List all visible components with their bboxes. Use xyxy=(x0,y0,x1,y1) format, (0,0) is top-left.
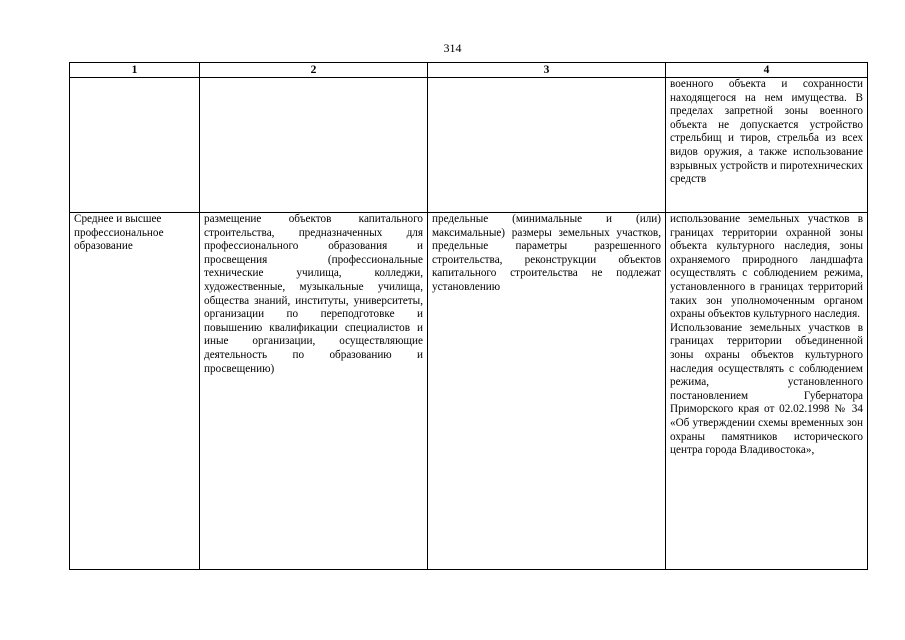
regulations-table xyxy=(69,62,868,570)
column-header-1: 1 xyxy=(70,63,200,78)
table-row xyxy=(70,213,868,570)
column-header-2: 2 xyxy=(200,63,428,78)
table-header-row xyxy=(70,63,868,78)
table-cell-restrictions xyxy=(666,213,868,570)
table-cell-parameters: предельные (минимальные и (или) максимальные) размеры земельных участков, предельные параметры разрешенного строительства, реконструкции объектов капитального строительства не подлежат установлению xyxy=(428,213,666,570)
table-row xyxy=(70,78,868,213)
restriction-paragraph-1: использование земельных участков в границах территории охранной зоны объекта культурного наследия, зоны охраняемого природного ландшафта осуществлять с соблюдением режима, установленного в границах территорий таких зон уполномоченным органом охраны объектов культурного наследия. xyxy=(670,213,863,321)
table-cell-col4: военного объекта и сохранности находящегося на нем имущества. В пределах запретной зоны военного объекта не допускается устройство стрельбищ и тиров, стрельба из всех видов оружия, а также использование взрывных устройств и пиротехнических средств xyxy=(666,78,868,213)
table-cell-description: размещение объектов капитального строительства, предназначенных для профессионального образования и просвещения (профессиональные технические училища, колледжи, художественные, музыкальные училища, общества знаний, институты, университеты, организации по переподготовке и повышению квалификации специалистов и иные организации, осуществляющие деятельность по образованию и просвещению) xyxy=(200,213,428,570)
table-cell-col2 xyxy=(200,78,428,213)
table-cell-land-use-type: Среднее и высшее профессиональное образование xyxy=(70,213,200,570)
restriction-paragraph-2: Использование земельных участков в границах территории объединенной зоны охраны объектов культурного наследия осуществлять с соблюдением режима, установленного постановлением Губернатора Приморского края от 02.02.1998 № 34 «Об утверждении схемы временных зон охраны памятников исторического центра города Владивостока», xyxy=(670,321,863,457)
page-number: 314 xyxy=(443,41,462,55)
column-header-4: 4 xyxy=(666,63,868,78)
table-cell-col3 xyxy=(428,78,666,213)
column-header-3: 3 xyxy=(428,63,666,78)
table-cell-col1 xyxy=(70,78,200,213)
